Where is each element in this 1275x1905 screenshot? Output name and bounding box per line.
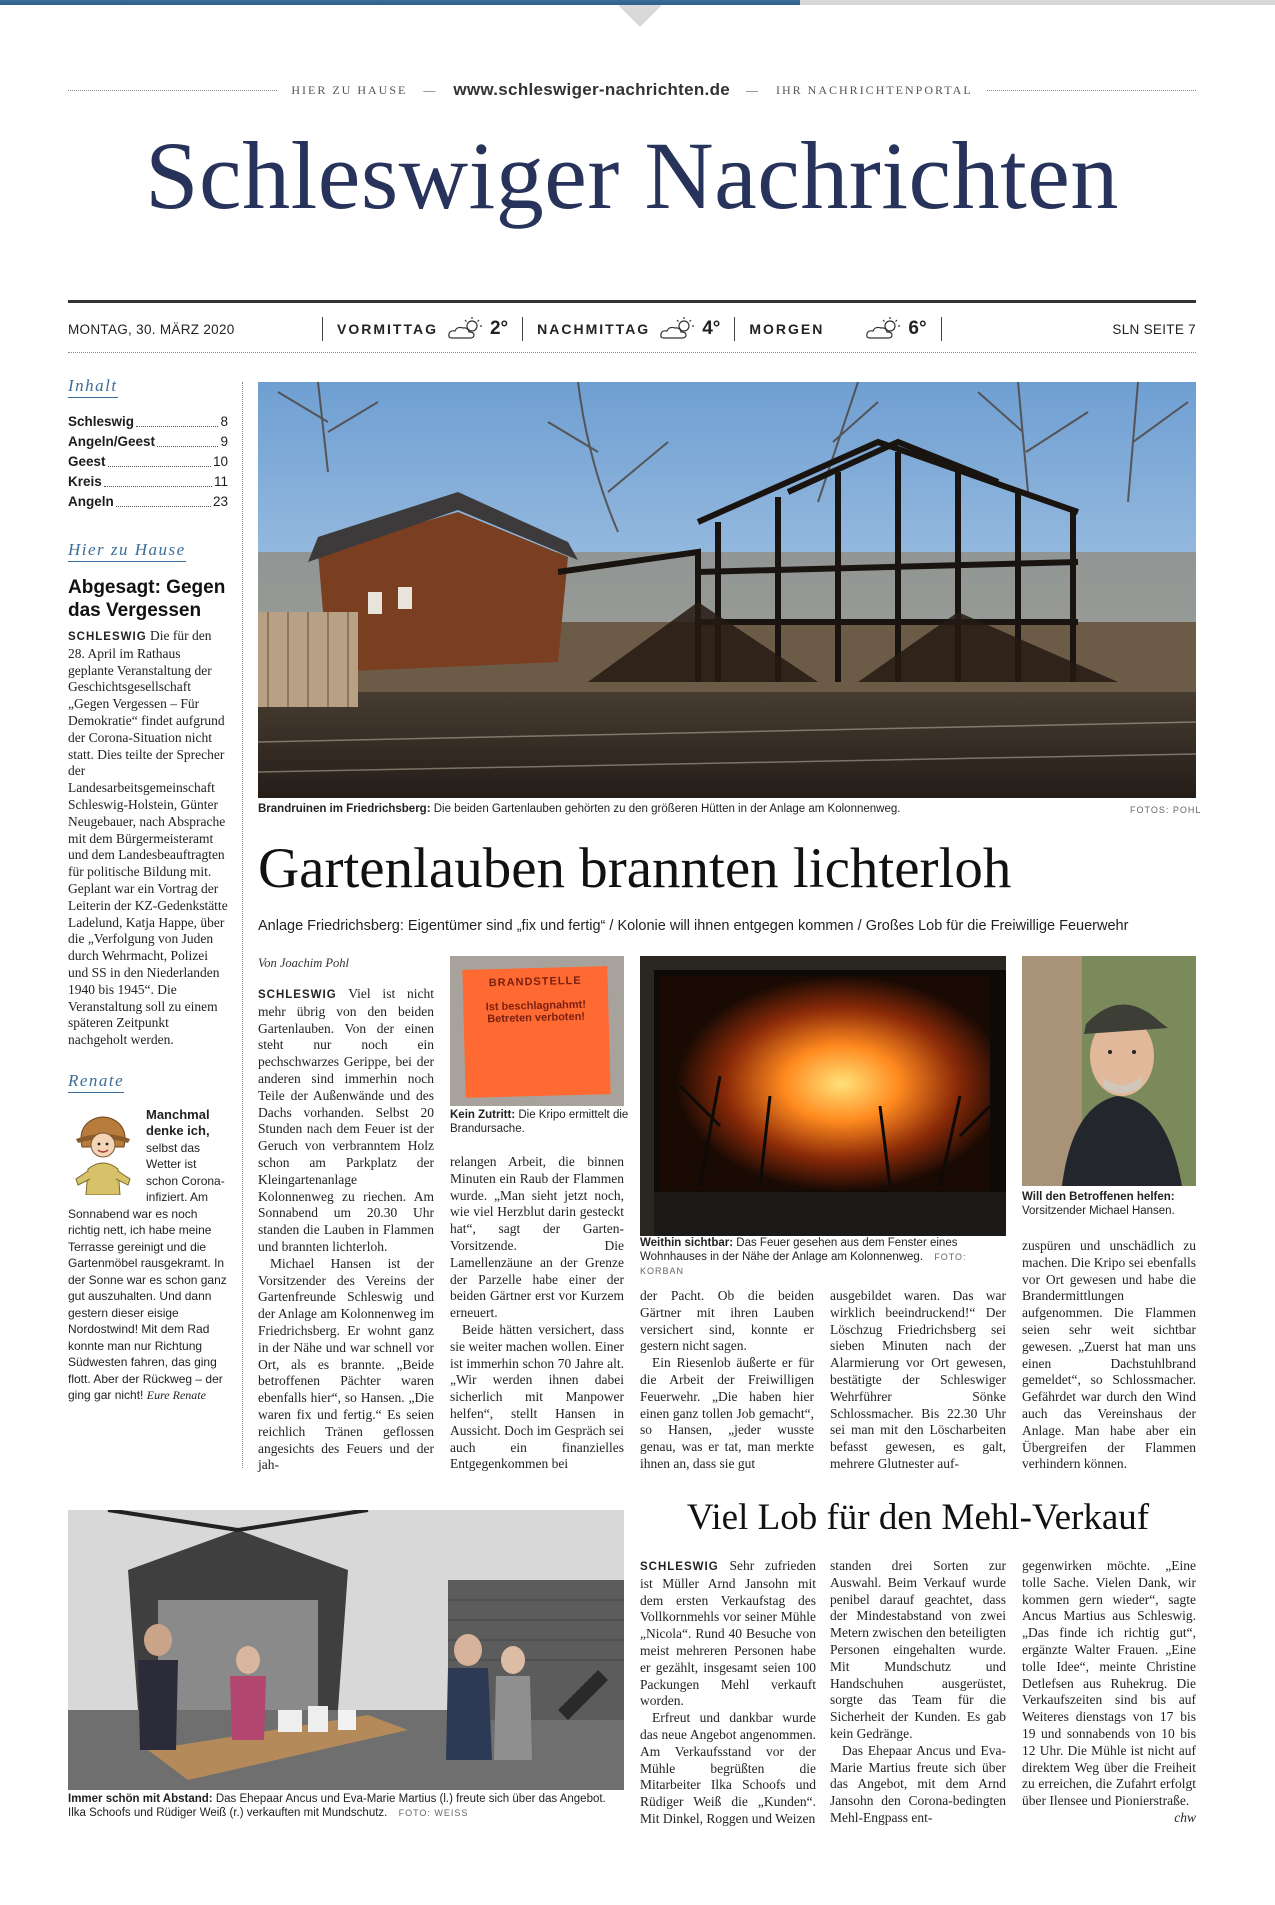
mill-photo-credit: FOTO: WEISS: [398, 1808, 469, 1818]
issue-date: MONTAG, 30. MÄRZ 2020: [68, 321, 235, 337]
lead-subline: Anlage Friedrichsberg: Eigentümer sind „fix und fertig“ / Kolonie will ihnen entgegen kommen / Großes Lob für die Freiwillige Feuerwehr: [258, 918, 1129, 934]
fire-night-photo: [640, 956, 1006, 1236]
fire-credit: FOTO: KORBAN: [640, 1252, 967, 1276]
renate-lead: Manchmal denke ich,: [146, 1106, 210, 1139]
weather-tomorrow: MORGEN 6°: [734, 317, 955, 341]
dateline-rule: [68, 300, 1196, 303]
toc-item[interactable]: Schleswig 8: [68, 414, 228, 429]
tagline: [68, 78, 1196, 102]
partly-cloudy-icon: [658, 317, 698, 341]
renate-column: [68, 1107, 228, 1404]
sign-line: Betreten verboten!: [487, 1010, 586, 1026]
renate-heading: Renate: [68, 1071, 124, 1093]
byline: Von Joachim Pohl: [258, 956, 349, 970]
inhalt-heading: Inhalt: [68, 376, 118, 398]
tagline-sep: —: [423, 82, 438, 97]
page-pointer-icon: [618, 5, 662, 27]
dateline: [68, 312, 1196, 346]
lead-col-4: ausgebildet waren. Das war wirklich beeindruckend!“ Der Löschzug Friedrichsberg sei sieben Minuten nach der Alarmierung vor Ort gewesen, bestätigte der Schleswiger Wehrführer Sönke Schlossmacher. Bis 22.30 Uhr sei man mit den Löscharbeiten befasst gewesen, es galt, mehrere Glutnester auf-: [830, 1288, 1006, 1471]
renate-cartoon-icon: [68, 1109, 138, 1195]
sign-title: BRANDSTELLE: [488, 974, 582, 990]
lead-col-2: relangen Arbeit, die binnen Minuten ein Raub der Flammen wurde. „Man sieht jetzt noch, wie viel Herzblut darin gesteckt hat“, sagt der Garten-Vorsitzende. Die Lamellenzäune an der Grenze der Parzelle habe einer der beiden Gärtner erst vor Kurzem erneuert. Beide hätten versichert, dass sie weiter machen wollen. Einer ist immerhin schon 70 Jahre alt. „Wir werden ihnen dabei sicherlich mit Manpower helfen“, stellt Hansen in Aussicht. Doch im Gespräch sei auch ein finanzielles Entgegenkommen bei: [450, 1154, 624, 1472]
weather-afternoon: NACHMITTAG 4°: [522, 317, 734, 341]
renate-text: selbst das Wetter ist schon Corona-infiziert. Am Sonnabend war es noch richtig nett, ich habe meine Terrasse gereinigt und die Gartenmöbel rausgekramt. In der Sonne war es schon ganz gut auszuhalten. Und dann gestern dieser eisige Nordostwind! Mit dem Rad konnte man nur Richtung Südwesten fahren, das ging flott. Aber der Rückweg – der ging gar nicht!: [68, 1140, 227, 1403]
second-col-3: gegenwirken möchte. „Eine tolle Sache. Vielen Dank, wir kommen gern wieder“, sagte Ancus Martius aus Schleswig. „Das finde ich richtig gut“, ergänzte Walter Frauen. „Eine tolle Idee“, meinte Christine Detlefsen aus Ruhekrug. Die Verkaufszeiten sind bis auf Weiteres dienstags von 17 bis 19 und sonnabends von 10 bis 12 Uhr. Die Mühle ist nicht auf direktem Weg über die Freiheit zu erreichen, die Zufahrt erfolgt über Ilensee und Pionierstraße. chw: [1022, 1558, 1196, 1825]
fire-caption: Weithin sichtbar: Das Feuer gesehen aus dem Fenster eines Wohnhauses in der Nähe der Anlage am Kolonnenweg. FOTO: KORBAN: [640, 1237, 967, 1276]
michael-hansen-photo: [1022, 956, 1196, 1186]
table-of-contents: [68, 412, 228, 512]
second-headline: Viel Lob für den Mehl-Verkauf: [686, 1497, 1150, 1538]
police-sign-photo: [450, 956, 624, 1106]
tagline-right: IHR NACHRICHTENPORTAL: [776, 82, 973, 97]
toc-item[interactable]: Geest 10: [68, 454, 228, 469]
lead-photo-credit: FOTOS: POHL: [1130, 805, 1202, 815]
dateline-dots: [68, 352, 1196, 353]
second-col-2: standen drei Sorten zur Auswahl. Beim Verkauf wurde penibel darauf geachtet, dass der Mindestabstand von zwei Metern zwischen den beteiligten Personen eingehalten wurde. Mit Mundschutz und Handschuhen ausgerüstet, sorgte das Team für die Sicherheit der Kunden. Es gab kein Gedränge. Das Ehepaar Ancus und Eva-Marie Martius freute sich über das Angebot, mit dem Arnd Jansohn den Corona-bedingten Mehl-Engpass ent-: [830, 1558, 1006, 1825]
lead-photo-fire-ruins: [258, 382, 1196, 798]
partly-cloudy-icon: [864, 317, 904, 341]
site-url-link[interactable]: www.schleswiger-nachrichten.de: [453, 80, 731, 99]
author-sign: chw: [1174, 1809, 1196, 1825]
mill-sale-photo: [68, 1510, 624, 1790]
hansen-caption: Will den Betroffenen helfen: Vorsitzender Michael Hansen.: [1022, 1191, 1175, 1217]
renate-sign: Eure Renate: [146, 1388, 206, 1403]
sign-line: Ist beschlagnahmt!: [485, 998, 587, 1014]
lead-col-5: zuspüren und unschädlich zu machen. Die Kripo sei ebenfalls vor Ort gewesen und habe die Brandermittlungen aufgenommen. Die Flammen seien sehr weit sichtbar gewesen. „Zuerst hat man uns einen Dachstuhlbrand gemeldet“, so Schlossmacher. Gefährdet war durch den Wind auch das Vereinshaus der Anlage. Man habe aber ein Übergreifen der Flammen verhindern können.: [1022, 1238, 1196, 1472]
tagline-sep-2: —: [746, 82, 761, 97]
sidebar-divider: [242, 382, 243, 1468]
mill-photo-caption: Immer schön mit Abstand: Das Ehepaar Ancus und Eva-Marie Martius (l.) freute sich über das Angebot. Ilka Schoofs und Rüdiger Weiß (r.) verkauften mit Mundschutz. FOTO: WEISS: [68, 1793, 606, 1819]
lead-col-1: SCHLESWIG Viel ist nicht mehr übrig von den beiden Gartenlauben. Von der einen steht nur noch ein pechschwarzes Gerippe, bei der anderen sind immerhin noch Teile der Außenwände und des Dachs vorhanden. Selbst 20 Stunden nach dem Feuer ist der Geruch von verbranntem Holz schon am Parkplatz der Kleingartenanlage Kolonnenweg zu riechen. Am Sonnabend um 20.30 Uhr standen die Lauben in Flammen und brannten lichterloh. Michael Hansen ist der Vorsitzender des Vereins der Gartenfreunde Schleswig und der Anlage am Kolonnenweg im Friedrichsberg. Er wohnt ganz in der Nähe und war schnell vor Ort, als es brannte. „Beide betroffenen Pächter waren ebenfalls hier“, so Hansen. „Die waren fix und fertig.“ Es seien reichlich Tränen geflossen angesichts des Feuers und der jah-: [258, 986, 434, 1473]
lead-headline: Gartenlauben brannten lichterloh: [258, 837, 1012, 900]
lead-col-3: der Pacht. Ob die beiden Gärtner mit ihren Lauben versichert sind, konnte er gestern nicht sagen. Ein Riesenlob äußerte er für die Arbeit der Freiwilligen Feuerwehr. „Die haben hier einen ganz tollen Job gemacht“, so Hansen, „jeder wusste genau, was er tat, man merkte ihnen an, dass sie gut: [640, 1288, 814, 1471]
top-bar-rest: [800, 0, 1275, 5]
masthead: Schleswiger Nachrichten: [145, 122, 1119, 229]
sign-caption: Kein Zutritt: Die Kripo ermittelt die Brandursache.: [450, 1109, 629, 1135]
toc-item[interactable]: Angeln 23: [68, 494, 228, 509]
sidebar: [68, 376, 228, 1404]
hier-zu-hause-heading: Hier zu Hause: [68, 540, 186, 562]
weather-morning: VORMITTAG 2°: [322, 317, 522, 341]
brief-body: SCHLESWIG Die für den 28. April im Rathaus geplante Veranstaltung der Geschichtsgesellschaft „Gegen Vergessen – Für Demokratie“ findet aufgrund der Corona-Situation nicht statt. Dies teilte der Sprecher der Landesarbeitsgemeinschaft Schleswig-Holstein, Günter Neugebauer, nach Absprache mit dem Bürgermeisteramt und dem Landesbeauftragten für politische Bildung mit. Geplant war ein Vortrag der Leiterin der KZ-Gedenkstätte Ladelund, Katja Happe, über die „Verfolgung von Juden durch Wehrmacht, Polizei und SS in den Niederlanden 1940 bis 1945“. Die Veranstaltung soll zu einem späteren Zeitpunkt nachgeholt werden.: [68, 628, 228, 1048]
tagline-left: HIER ZU HAUSE: [291, 82, 408, 97]
second-col-1: SCHLESWIG Sehr zufrieden ist Müller Arnd Jansohn mit dem ersten Verkaufstag des Vollkornmehls vor seiner Mühle „Nicola“. Rund 40 Besuche von meist mehreren Personen habe er gezählt, insgesamt seien 100 Packungen Mehl verkauft worden. Erfreut und dankbar wurde das neue Angebot angenommen. Am Verkaufsstand vor der Mühle begrüßten die Mitarbeiter Ilka Schoofs und Rüdiger Weiß die „Kunden“. Mit Dinkel, Roggen und Weizen: [640, 1558, 817, 1826]
toc-item[interactable]: Angeln/Geest 9: [68, 434, 228, 449]
brief-title: Abgesagt: Gegen das Vergessen: [68, 577, 226, 621]
lead-photo-caption: Brandruinen im Friedrichsberg: Die beiden Gartenlauben gehörten zu den größeren Hütten in der Anlage am Kolonnenweg.: [258, 803, 901, 815]
toc-item[interactable]: Kreis 11: [68, 474, 228, 489]
page-number: SLN SEITE 7: [1112, 321, 1196, 337]
partly-cloudy-icon: [446, 317, 486, 341]
